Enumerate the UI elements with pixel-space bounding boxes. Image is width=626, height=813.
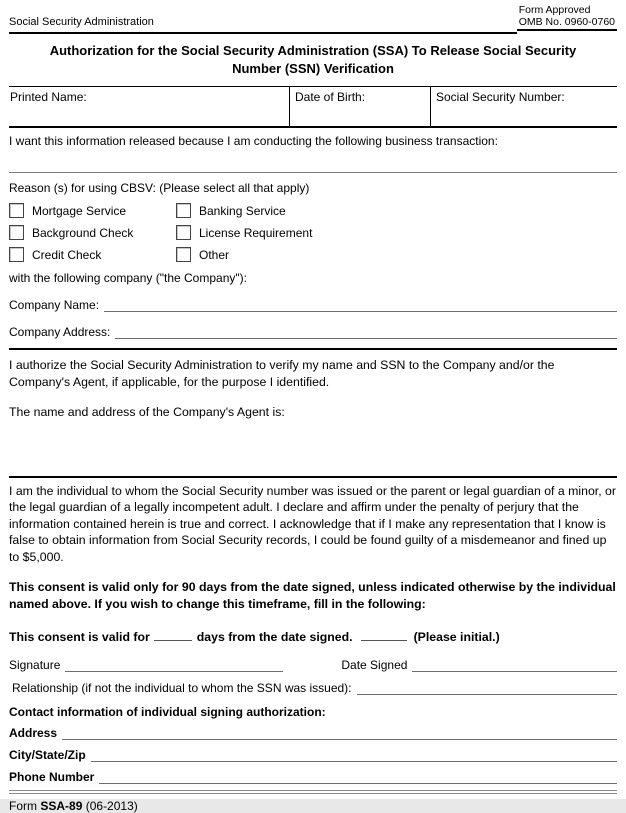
please-initial-text: (Please initial.)	[413, 630, 500, 644]
reasons-checkbox-group	[9, 203, 439, 262]
checkbox-label-other: Other	[199, 247, 230, 262]
form-approved-label: Form Approved	[518, 4, 591, 16]
table-row	[9, 87, 617, 128]
option-credit-check	[9, 247, 176, 262]
date-of-birth-label: Date of Birth:	[295, 90, 366, 104]
form-prefix: Form	[9, 799, 37, 813]
ssn-cell[interactable]	[431, 87, 618, 128]
ssn-label: Social Security Number:	[436, 90, 565, 104]
printed-name-label: Printed Name:	[10, 90, 87, 104]
phone-input-line[interactable]	[99, 769, 617, 784]
company-address-label: Company Address:	[9, 325, 111, 339]
agent-label: The name and address of the Company's Agent is:	[9, 405, 285, 419]
days-input-line[interactable]	[154, 629, 192, 641]
identity-table	[9, 86, 617, 128]
consent-duration-row	[9, 629, 617, 644]
initials-input-line[interactable]	[361, 629, 407, 641]
city-state-zip-row	[9, 747, 617, 762]
checkbox-label-banking-service: Banking Service	[199, 203, 286, 218]
city-state-zip-label: City/State/Zip	[9, 748, 86, 762]
form-number: SSA-89	[40, 799, 83, 813]
agent-input-area[interactable]	[9, 421, 617, 467]
intro-text: I want this information released because I am conducting the following business transaction:	[9, 134, 498, 148]
signature-row	[9, 657, 617, 672]
option-banking-service	[176, 203, 439, 218]
agency-name: Social Security Administration	[9, 16, 154, 28]
company-address-input-line[interactable]	[115, 324, 617, 339]
checkbox-credit-check[interactable]	[9, 247, 24, 262]
phone-label: Phone Number	[9, 770, 95, 784]
address-label: Address	[9, 726, 58, 740]
form-title: Authorization for the Social Security Administration (SSA) To Release Social Security Number (SSN) Verification	[49, 43, 577, 76]
checkbox-other[interactable]	[176, 247, 191, 262]
business-transaction-input-line[interactable]	[9, 172, 617, 173]
company-address-row	[9, 324, 617, 339]
relationship-input-line[interactable]	[357, 680, 617, 695]
option-other	[176, 247, 439, 262]
checkbox-license-requirement[interactable]	[176, 225, 191, 240]
option-mortgage-service	[9, 203, 176, 218]
checkbox-label-mortgage-service: Mortgage Service	[32, 203, 127, 218]
city-state-zip-input-line[interactable]	[91, 747, 617, 762]
checkbox-mortgage-service[interactable]	[9, 203, 24, 218]
checkbox-label-background-check: Background Check	[32, 225, 134, 240]
relationship-row	[9, 680, 617, 695]
company-name-input-line[interactable]	[104, 297, 617, 312]
option-background-check	[9, 225, 176, 240]
checkbox-label-credit-check: Credit Check	[32, 247, 102, 262]
printed-name-cell[interactable]	[9, 87, 290, 128]
footer-divider	[9, 790, 617, 794]
valid-for-prefix: This consent is valid for	[9, 630, 150, 644]
address-row	[9, 725, 617, 740]
contact-heading: Contact information of individual signing authorization:	[9, 705, 326, 719]
date-signed-label: Date Signed	[341, 658, 408, 672]
company-name-row	[9, 297, 617, 312]
checkbox-banking-service[interactable]	[176, 203, 191, 218]
reasons-label: Reason (s) for using CBSV: (Please select all that apply)	[9, 181, 310, 195]
signature-label: Signature	[9, 658, 61, 672]
valid-for-middle: days from the date signed.	[196, 630, 353, 644]
relationship-label: Relationship (if not the individual to whom the SSN was issued):	[12, 681, 352, 695]
company-name-label: Company Name:	[9, 298, 100, 312]
signature-input-line[interactable]	[65, 657, 283, 672]
section-divider-1	[9, 348, 617, 350]
form-number-text	[9, 799, 617, 813]
form-revision: (06-2013)	[85, 799, 138, 813]
checkbox-background-check[interactable]	[9, 225, 24, 240]
checkbox-label-license-requirement: License Requirement	[199, 225, 313, 240]
header-left	[9, 14, 517, 34]
authorization-text: I authorize the Social Security Administration to verify my name and SSN to the Company and/or the Company's Agent, if applicable, for the purpose I identified.	[9, 358, 555, 389]
section-divider-2	[9, 476, 617, 478]
declaration-text: I am the individual to whom the Social Security number was issued or the parent or legal guardian of a minor, or the legal guardian of a legally incompetent adult. I declare and affirm under the penalty of perjury that the information contained herein is true and correct. I acknowledge that if I make any representation that I know is false to obtain information from Social Security records, I could be found guilty of a misdemeanor and fined up to $5,000.	[9, 483, 616, 564]
date-signed-input-line[interactable]	[412, 657, 617, 672]
omb-number: OMB No. 0960-0760	[518, 16, 615, 28]
form-header	[9, 4, 617, 34]
omb-approval-block	[517, 4, 617, 31]
address-input-line[interactable]	[62, 725, 617, 740]
date-of-birth-cell[interactable]	[290, 87, 431, 128]
consent-text: This consent is valid only for 90 days from the date signed, unless indicated otherwise by the individual named above. If you wish to change this timeframe, fill in the following:	[9, 580, 616, 611]
option-license-requirement	[176, 225, 439, 240]
with-company-text: with the following company ("the Company"):	[9, 271, 247, 285]
phone-row	[9, 769, 617, 784]
